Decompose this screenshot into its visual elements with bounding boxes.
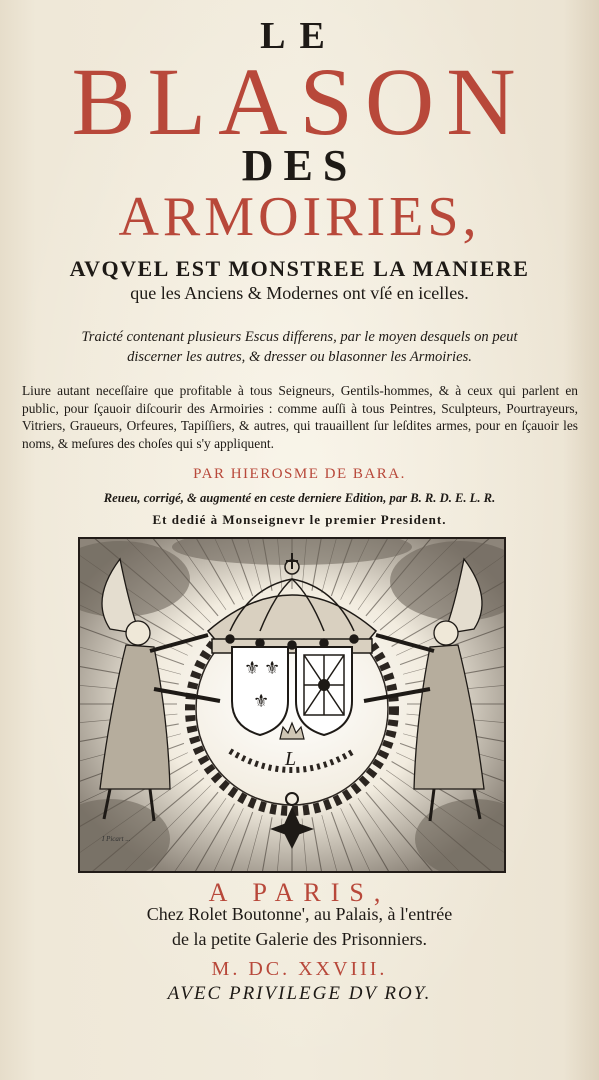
traicte-description (0, 327, 599, 367)
subtitle-caps: AVQVEL EST MONSTREE LA MANIERE (69, 256, 530, 281)
author-line: PAR HIEROSME DE BARA. (193, 466, 406, 482)
traicte-line-1: Traicté contenant plusieurs Escus differens, par le moyen desquels on peut (81, 329, 518, 345)
title-word-blason: BLASON (71, 48, 528, 155)
engraver-signature: I Picart ... (102, 835, 131, 843)
subtitle-line: que les Anciens & Modernes ont vſé en icelles. (130, 283, 469, 303)
revision-note: Reueu, corrigé, & augmenté en ceste derniere Edition, par B. R. D. E. L. R. (103, 491, 496, 505)
svg-text:⚜: ⚜ (253, 691, 270, 712)
imprint-printer: Chez Rolet Boutonne', au Palais, à l'entrée (146, 904, 453, 924)
imprint-privilege: AVEC PRIVILEGE DV ROY. (167, 983, 432, 1004)
livre-paragraph: Liure autant neceſſaire que profitable à tous Seigneurs, Gentils-hommes, & à ceux qui parlent en public, pour ſçauoir diſcourir des Armoiries : comme auſſi à tous Peintres, Sculpteurs, Pourtrayeurs, Vitriers, Graueurs, Orfeures, Tapiſſiers, & autres, qui trauaillent ſur leſdites armes, pour en ſçauoir les noms, & meſures des choſes qui s'y appliquent. (22, 383, 578, 451)
imprint-location: de la petite Galerie des Prisonniers. (172, 929, 427, 949)
traicte-line-2: discerner les autres, & dresser ou blasonner les Armoiries. (127, 349, 472, 365)
shield-navarre (296, 647, 352, 735)
svg-text:⚜: ⚜ (244, 658, 261, 679)
title-word-le: LE (260, 15, 339, 57)
shield-france (232, 647, 288, 735)
imprint-city: A PARIS, (208, 878, 391, 907)
title-word-des: DES (241, 141, 358, 190)
svg-text:⚜: ⚜ (264, 658, 281, 679)
title-word-armoiries: ARMOIRIES, (118, 186, 481, 248)
engraving-royal-arms (78, 537, 506, 873)
imprint-date: M. DC. XXVIII. (211, 958, 388, 980)
engraving-illustration (80, 539, 504, 871)
monogram-letter: L (285, 748, 297, 770)
dedication-line: Et dedié à Monseignevr le premier President. (152, 512, 447, 527)
